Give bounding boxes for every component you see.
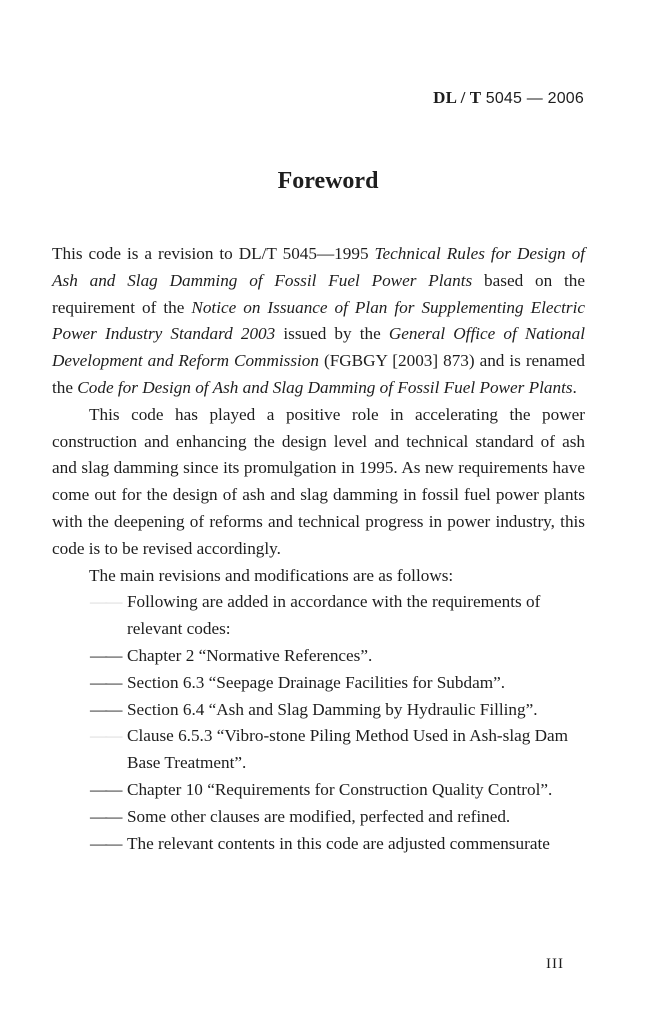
em-dash: —— (90, 645, 121, 665)
em-dash: —— (90, 726, 121, 746)
em-dash: —— (90, 779, 121, 799)
issuing-office: General Office of National Development and Reform Commission (52, 324, 585, 371)
list-item: —— Section 6.3 “Seepage Drainage Facilities for Subdam”. (52, 670, 585, 697)
em-dash: —— (90, 592, 121, 612)
list-item: —— Following are added in accordance with the requirements of relevant codes: (52, 589, 585, 643)
em-dash: —— (90, 672, 121, 692)
list-item: —— Clause 6.5.3 “Vibro-stone Piling Method Used in Ash-slag Dam Base Treatment”. (52, 723, 585, 777)
notice-title: Notice on Issuance of Plan for Supplementing Electric Power Industry Standard 2003 (52, 297, 585, 344)
list-item: —— The relevant contents in this code are adjusted commensurate (52, 831, 585, 858)
foreword-body (52, 241, 585, 857)
paragraph-revisions-intro: The main revisions and modifications are as follows: (89, 565, 454, 585)
em-dash: —— (90, 806, 121, 826)
code-number: 5045 — 2006 (485, 90, 584, 107)
page-number: III (546, 956, 564, 972)
page-title: Foreword (277, 168, 379, 194)
document-code-header (433, 88, 584, 108)
code-prefix: DL / T (433, 88, 482, 107)
new-code-title: Code for Design of Ash and Slag Damming of Fossil Fuel Power Plants (77, 377, 573, 397)
em-dash: —— (90, 833, 121, 853)
paragraph-background: This code has played a positive role in accelerating the power construction and enhancing the design level and technical standard of ash and slag damming since its promulgation in 1995. As new requirements have come out for the design of ash and slag damming in fossil fuel power plants with the deepening of reforms and technical progress in power industry, this code is to be revised accordingly. (52, 404, 585, 558)
list-item: —— Chapter 2 “Normative References”. (52, 643, 585, 670)
list-item: —— Section 6.4 “Ash and Slag Damming by Hydraulic Filling”. (52, 697, 585, 724)
em-dash: —— (90, 699, 121, 719)
revision-list (52, 589, 585, 857)
paragraph-revision-basis: This code is a revision to DL/T 5045—1995 Technical Rules for Design of Ash and Slag Damming of Fossil Fuel Power Plants based on the requirement of the Notice on Issuance of Plan for Supplementing Electric Power Industry Standard 2003 issued by the General Office of National Development and Reform Commission (FGBGY [2003] 873) and is renamed the Code for Design of Ash and Slag Damming of Fossil Fuel Power Plants. (52, 244, 585, 397)
list-item: —— Some other clauses are modified, perfected and refined. (52, 804, 585, 831)
old-standard-title: Technical Rules for Design of Ash and Slag Damming of Fossil Fuel Power Plants (52, 244, 585, 290)
list-item: —— Chapter 10 “Requirements for Construction Quality Control”. (52, 777, 585, 804)
